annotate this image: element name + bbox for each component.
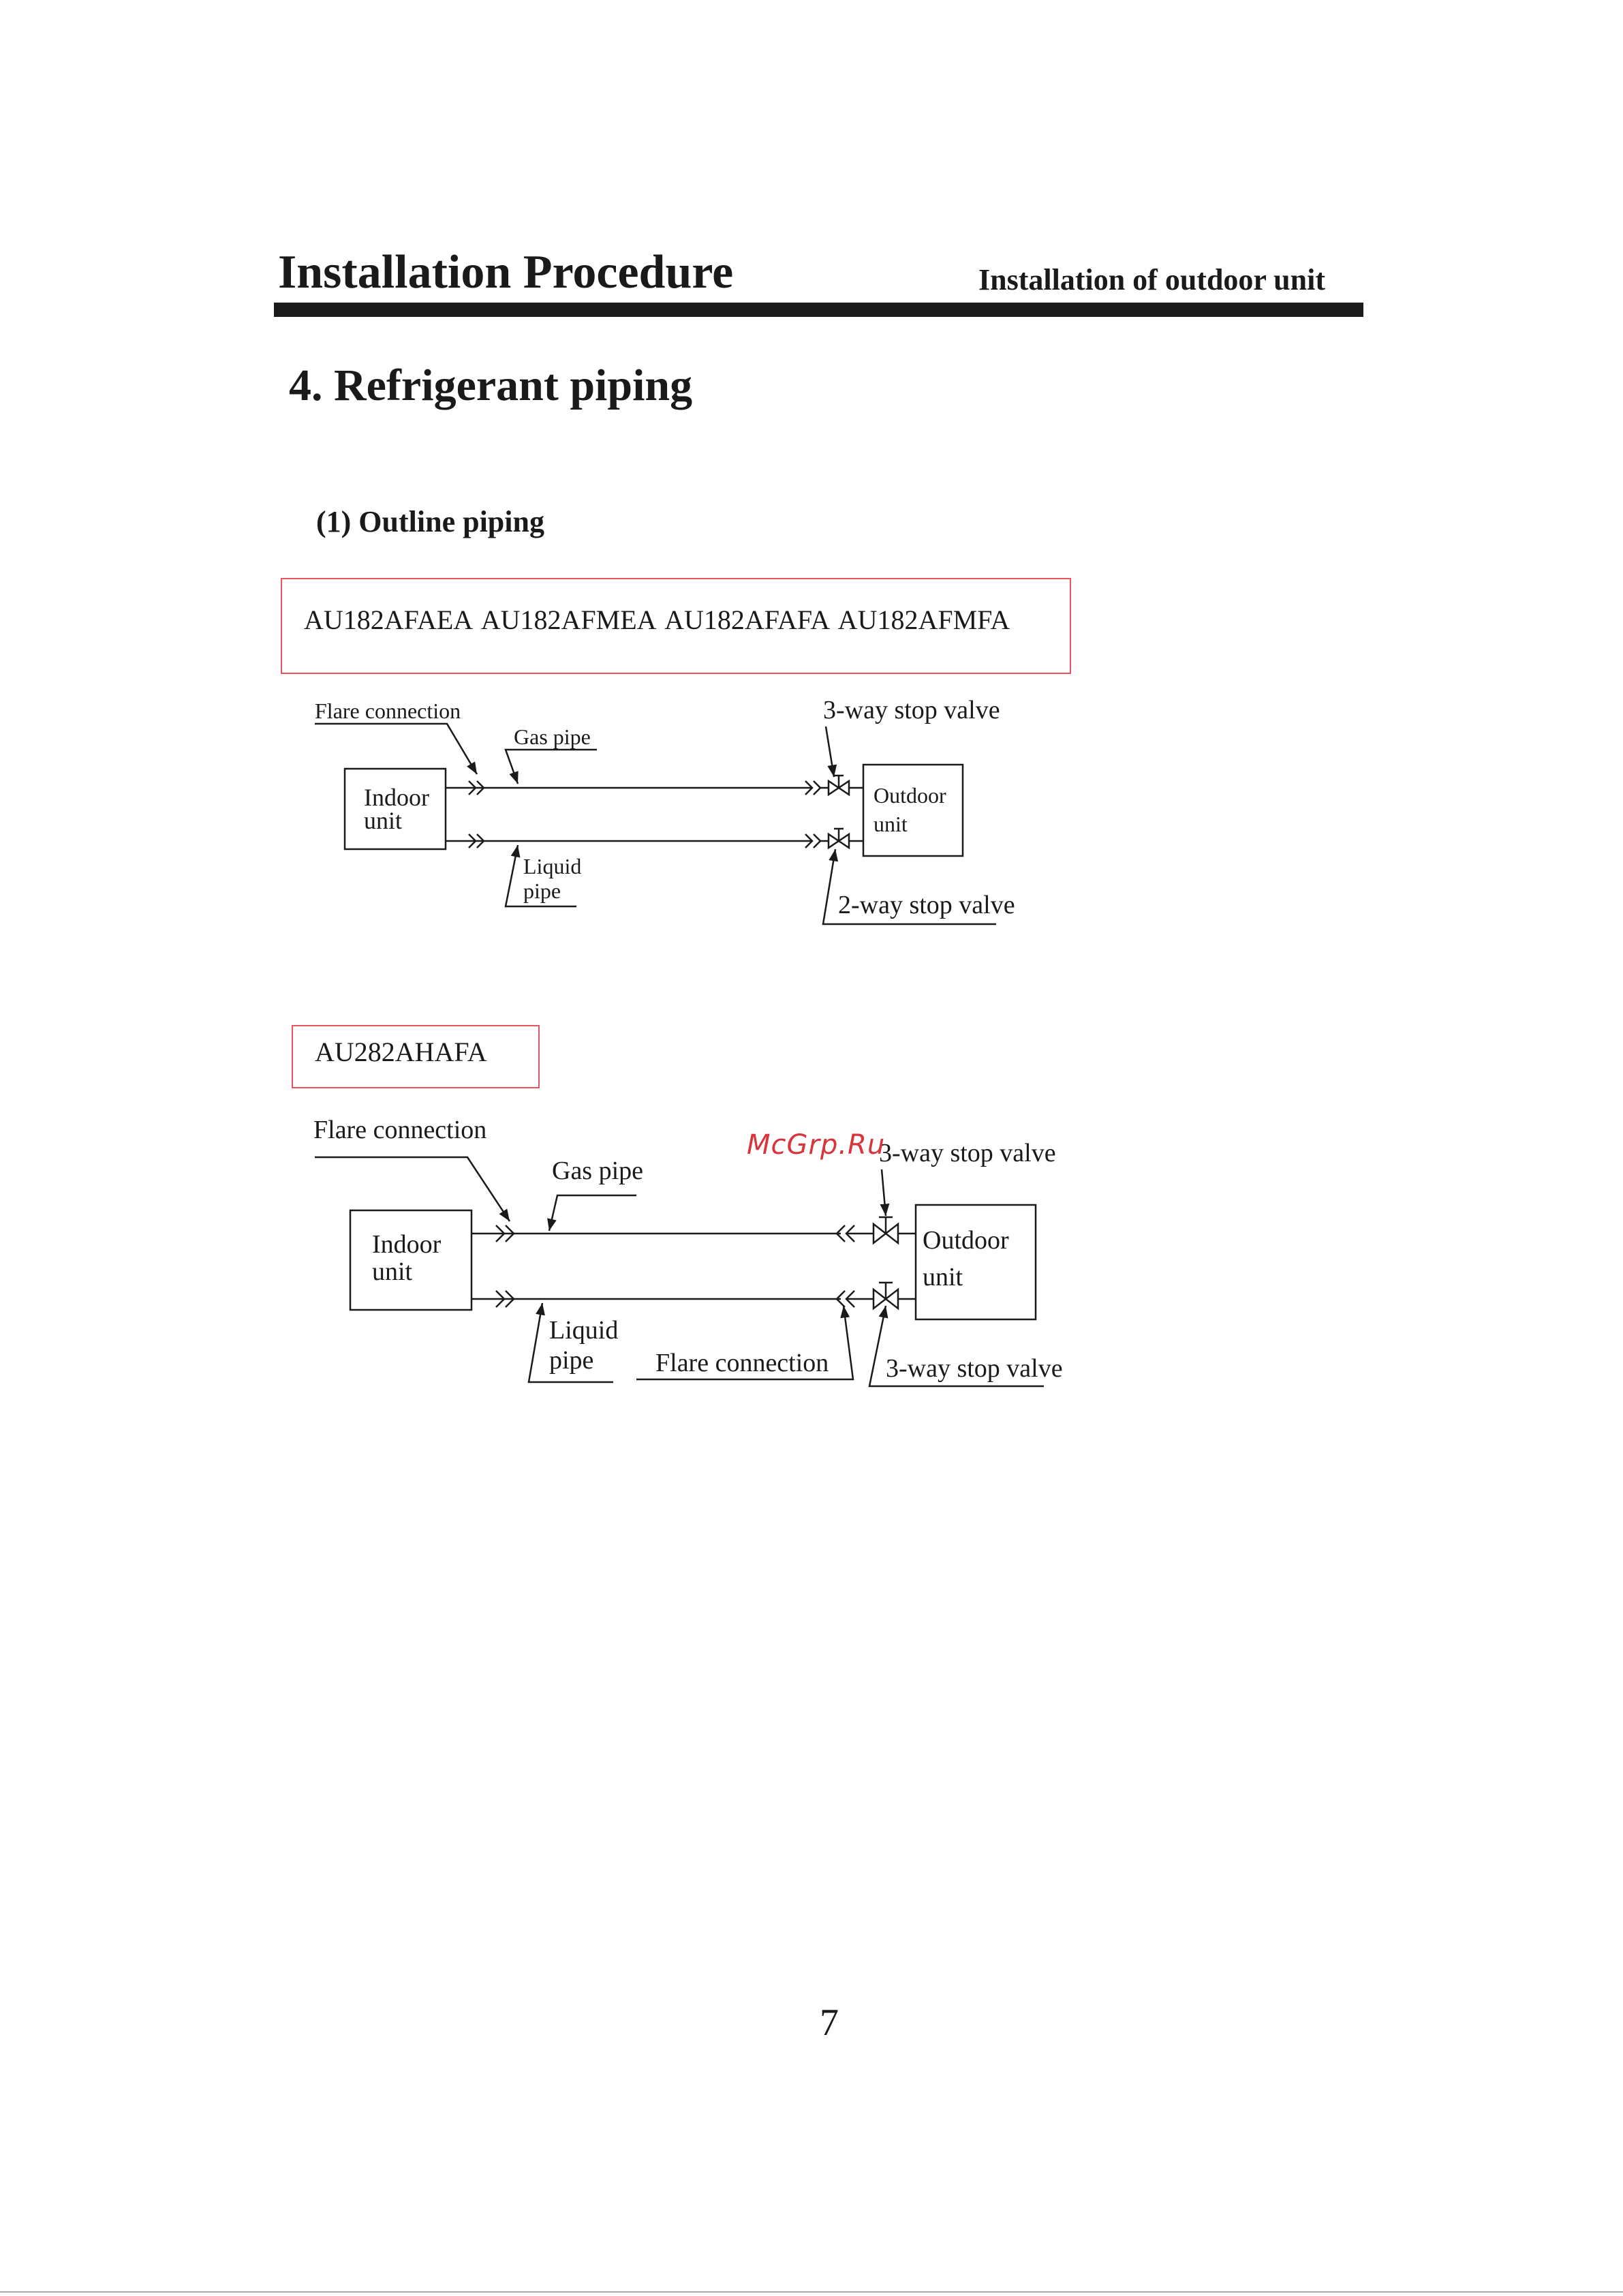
label-outdoor-2: unit — [874, 812, 908, 836]
model-list-2: AU282AHAFA — [315, 1037, 487, 1067]
label-flare-connection-top: Flare connection — [313, 1116, 487, 1144]
label-liquid-2: pipe — [523, 878, 561, 903]
header-title: Installation Procedure — [278, 246, 734, 299]
header-section-label: Installation of outdoor unit — [978, 263, 1325, 296]
label-indoor-1: Indoor — [364, 784, 429, 811]
label-liquid-1: Liquid — [523, 854, 582, 878]
label-indoor-1-2: Indoor — [372, 1230, 442, 1259]
label-outdoor-1-2: Outdoor — [923, 1226, 1009, 1255]
label-outdoor-2-2: unit — [923, 1263, 963, 1291]
model-list-1: AU182AFAEA AU182AFMEA AU182AFAFA AU182AFMFA — [304, 604, 1010, 635]
page-number: 7 — [820, 2002, 839, 2044]
subsection-title: (1) Outline piping — [316, 505, 544, 538]
label-liquid-2-2: pipe — [549, 1346, 594, 1375]
label-flare-connection-bottom: Flare connection — [655, 1349, 829, 1377]
label-gas-pipe: Gas pipe — [514, 724, 591, 749]
label-flare-connection: Flare connection — [315, 699, 461, 723]
label-three-way-valve-top: 3-way stop valve — [879, 1139, 1056, 1167]
label-indoor-2-2: unit — [372, 1257, 413, 1286]
label-three-way-valve: 3-way stop valve — [823, 696, 1000, 724]
label-gas-pipe-2: Gas pipe — [552, 1157, 644, 1185]
outdoor-unit-box-2 — [916, 1205, 1036, 1319]
page-bottom-edge — [0, 2291, 1623, 2293]
label-liquid-1-2: Liquid — [549, 1316, 619, 1345]
watermark: McGrp.Ru — [747, 1129, 886, 1161]
label-outdoor-1: Outdoor — [874, 783, 946, 808]
label-three-way-valve-bottom: 3-way stop valve — [886, 1354, 1063, 1383]
label-indoor-2: unit — [364, 807, 403, 834]
label-two-way-valve: 2-way stop valve — [838, 891, 1015, 919]
section-title: 4. Refrigerant piping — [289, 361, 693, 410]
